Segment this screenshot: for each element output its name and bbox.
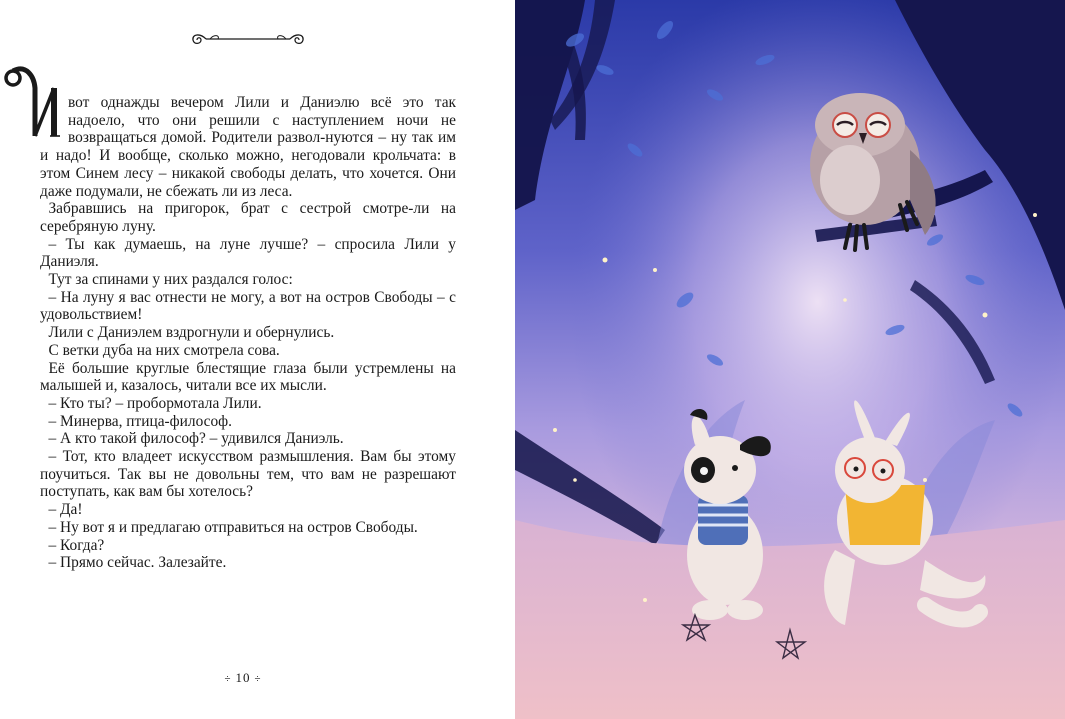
- paragraph-8: Её большие круглые блестящие глаза были устремлены на малышей и, казалось, читали все их мысли.: [40, 359, 456, 395]
- paragraph-4: Тут за спинами у них раздался голос:: [48, 271, 293, 289]
- drop-cap-letter-icon: [4, 66, 62, 138]
- forest-illustration: [515, 0, 1065, 719]
- drop-cap: [4, 66, 62, 136]
- paragraph-2: Забравшись на пригорок, брат с сестрой смотре-ли на серебряную луну.: [40, 200, 456, 235]
- paragraph-6: Лили с Даниэлем вздрогнули и обернулись.: [48, 324, 335, 342]
- paragraph-5: – На луну я вас отнести не могу, а вот на остров Свободы – с удовольствием!: [40, 288, 456, 324]
- paragraph-12: – Тот, кто владеет искусством размышления. Вам бы этому поучиться. Так вы не довольны тем, что вам не разрешают поступать, как вам бы хотелось?: [40, 448, 456, 501]
- paragraph-7: С ветки дуба на них смотрела сова.: [48, 341, 280, 359]
- paragraph-3: – Ты как думаешь, на луне лучше? – спросила Лили у Даниэля.: [40, 235, 456, 271]
- paragraph-13: – Да!: [48, 501, 83, 519]
- paragraph-16: – Прямо сейчас. Залезайте.: [48, 554, 227, 572]
- page-number-ornament-left: ÷: [224, 673, 232, 685]
- page-number-value: 10: [235, 670, 251, 685]
- paragraph-11: – А кто такой философ? – удивился Даниэль.: [48, 430, 344, 448]
- paragraph-9: – Кто ты? – пробормотала Лили.: [48, 394, 262, 412]
- left-page: [0, 0, 515, 719]
- page-number: [0, 670, 486, 686]
- paragraph-10: – Минерва, птица-философ.: [48, 412, 232, 430]
- illustration-page: [515, 0, 1065, 719]
- story-text: [40, 94, 456, 572]
- page-number-ornament-right: ÷: [254, 673, 262, 685]
- paragraph-1: вот однажды вечером Лили и Даниэлю всё это так надоело, что они решили с наступлением ночи не возвращаться домой. Родители развол-нуются – ну так им и надо! И вообще, сколько можно, негодовали крольчата: в этом Синем лесу – никакой свободы делать, что хочется. Они даже подумали, не сбежать ли из леса.: [40, 94, 456, 200]
- paragraph-15: – Когда?: [48, 536, 105, 554]
- top-ornament-icon: [188, 30, 308, 48]
- paragraph-14: – Ну вот я и предлагаю отправиться на остров Свободы.: [48, 518, 418, 536]
